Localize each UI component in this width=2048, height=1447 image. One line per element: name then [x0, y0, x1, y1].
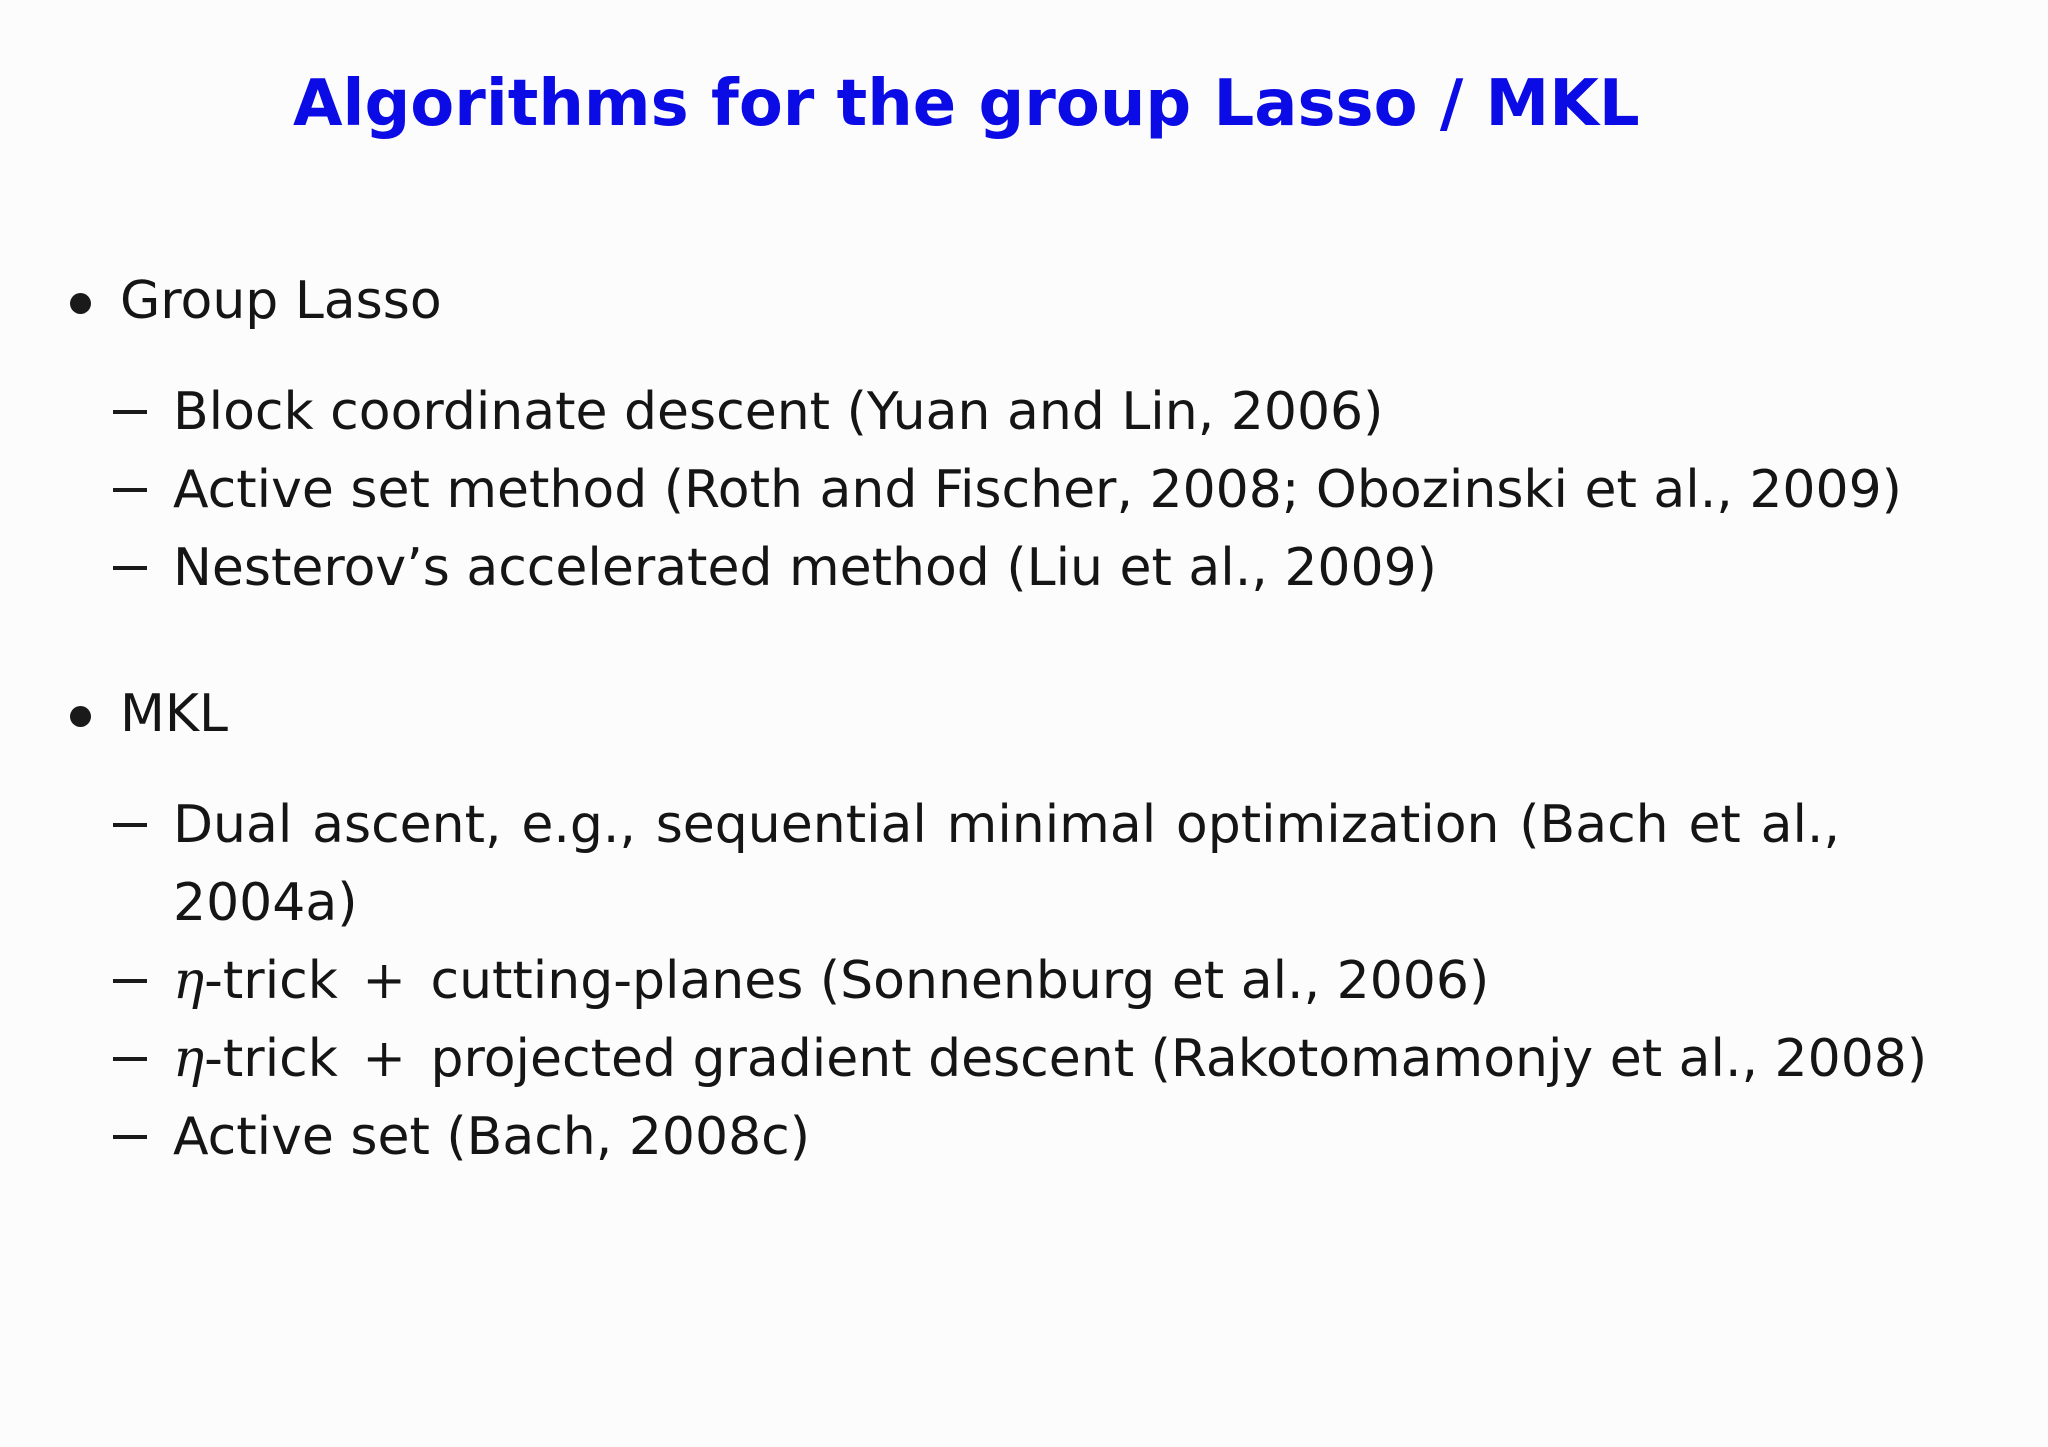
list-item-text: [173, 1020, 1927, 1098]
item-rest-text: projected gradient descent (Rakotomamonjy et al., 2008): [430, 1029, 1928, 1089]
list-item-text: Active set method (Roth and Fischer, 2008; Obozinski et al., 2009): [173, 460, 1902, 520]
eta-symbol: η: [173, 951, 205, 1011]
slide-title: Algorithms for the group Lasso / MKL: [293, 67, 1640, 141]
bullet-dot-icon: [70, 706, 91, 727]
dash-icon: [113, 566, 147, 570]
dash-icon: [113, 1135, 147, 1139]
plus-operator: +: [362, 951, 406, 1011]
list-item-text: [173, 942, 1489, 1020]
item-rest-text: cutting-planes (Sonnenburg et al., 2006): [430, 951, 1490, 1011]
dash-icon: [113, 1057, 147, 1061]
list-item-text: Block coordinate descent (Yuan and Lin, 2006): [173, 382, 1384, 442]
dash-icon: [113, 979, 147, 983]
bullet-label: MKL: [120, 684, 228, 744]
plus-operator: +: [362, 1029, 406, 1089]
list-item-text: Nesterov’s accelerated method (Liu et al., 2009): [173, 538, 1437, 598]
bullet-label: Group Lasso: [120, 271, 442, 331]
trick-label: -trick: [204, 1029, 338, 1089]
dash-icon: [113, 488, 147, 492]
bullet-dot-icon: [70, 293, 91, 314]
dash-icon: [113, 823, 147, 827]
trick-label: -trick: [204, 951, 338, 1011]
eta-symbol: η: [173, 1029, 205, 1089]
list-item-text: Dual ascent, e.g., sequential minimal optimization (Bach et al., 2004a): [173, 795, 1840, 933]
dash-icon: [113, 410, 147, 414]
list-item-text: Active set (Bach, 2008c): [173, 1107, 811, 1167]
